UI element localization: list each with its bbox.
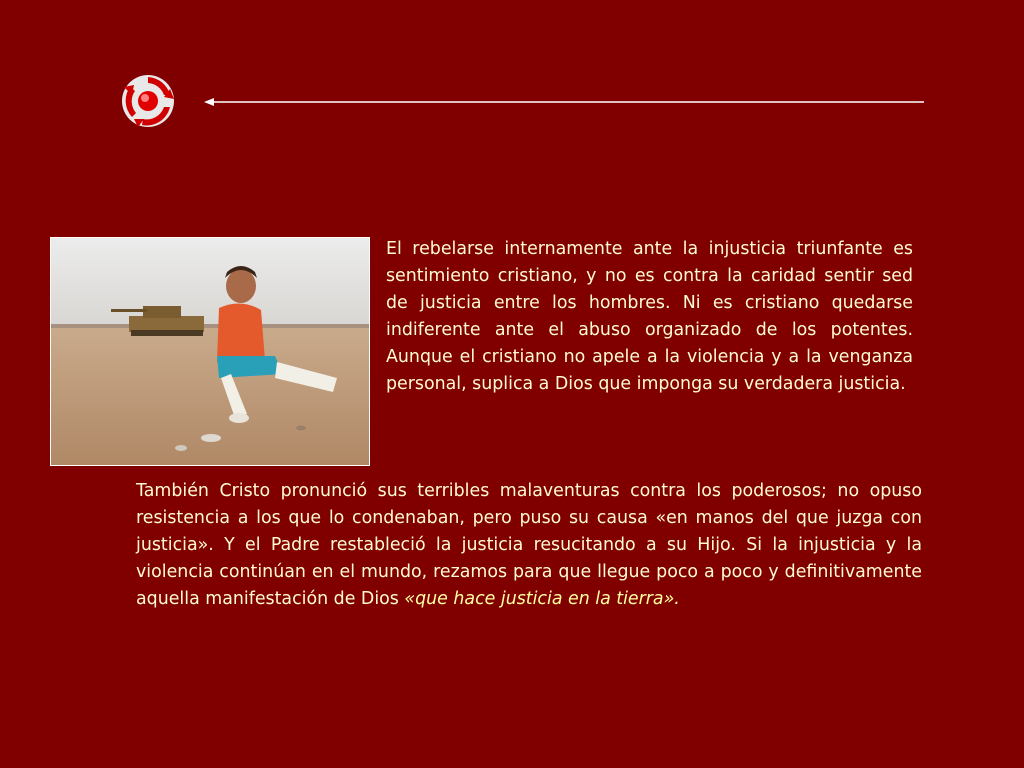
circular-arrows-icon xyxy=(120,73,176,129)
photo-illustration xyxy=(51,238,369,465)
child-tank-photo xyxy=(50,237,370,466)
back-arrow-icon xyxy=(204,95,926,109)
back-arrow-line[interactable] xyxy=(204,94,926,108)
paragraph-christ xyxy=(136,478,922,613)
home-button[interactable] xyxy=(120,73,176,129)
paragraph-christ-quote: «que hace justicia en la tierra». xyxy=(404,589,680,609)
paragraph-christ-text: También Cristo pronunció sus terribles malaventuras contra los poderosos; no opuso resistencia a los que lo condenaban, pero puso su causa «en manos del que juzga con justicia». Y el Padre restableció la justicia resucitando a su Hijo. Si la injusticia y la violencia continúan en el mundo, rezamos para que llegue poco a poco y definitivamente aquella manifestación de Dios xyxy=(136,481,922,609)
paragraph-injustice: El rebelarse internamente ante la injusticia triunfante es sentimiento cristiano, y no es contra la caridad sentir sed de justicia entre los hombres. Ni es cristiano quedarse indiferente ante el abuso organizado de los potentes. Aunque el cristiano no apele a la violencia y a la venganza personal, suplica a Dios que imponga su verdadera justicia. xyxy=(386,239,913,395)
